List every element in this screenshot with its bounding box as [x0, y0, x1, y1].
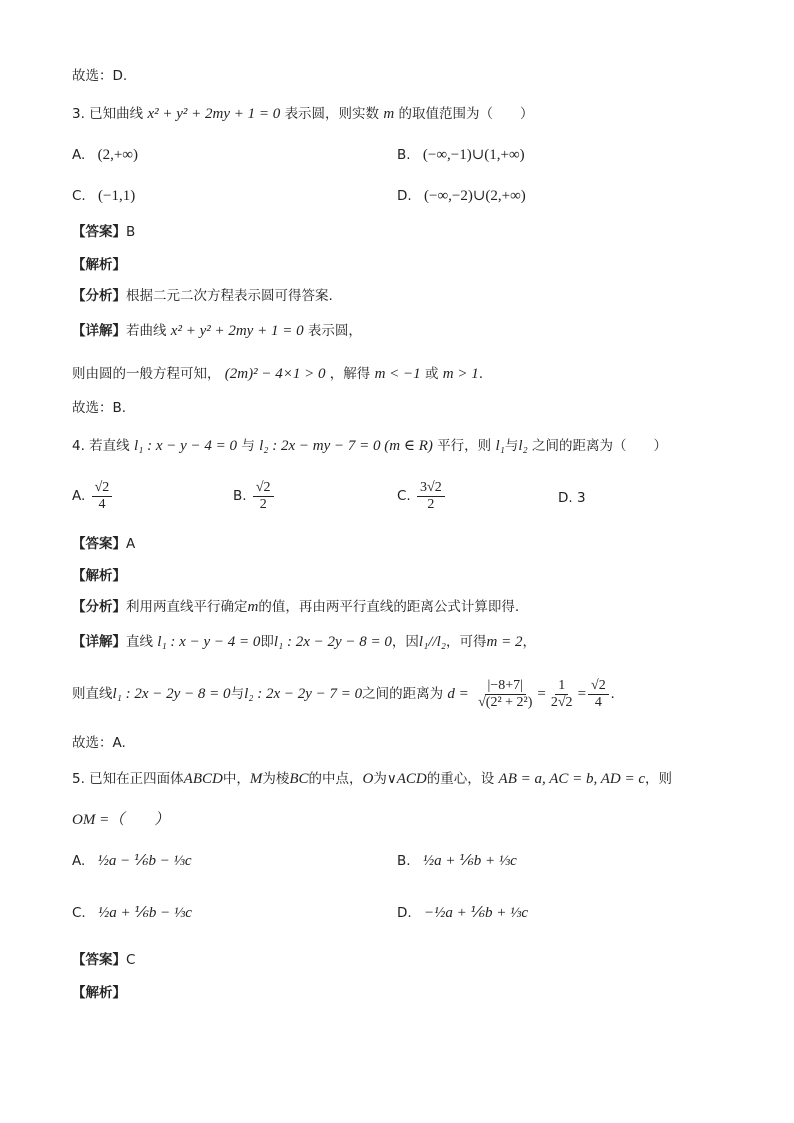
q3-option-b-label: B. [397, 147, 411, 163]
q3-option-a: (2,+∞) [97, 147, 138, 163]
q4-end: 之间的距离为（ ） [532, 438, 668, 454]
q4-distance-frac1 [475, 678, 535, 711]
q3-options-row2 [72, 186, 135, 206]
q4-xiangjie-tag: 【详解】 [72, 634, 126, 650]
q5-option-b-label: B. [397, 853, 411, 869]
q4-option-c-num: 3√2 [417, 480, 445, 497]
q3-xiangjie-equation: x² + y² + 2my + 1 = 0 [170, 323, 304, 339]
q4-xiangjie-b: 即 [260, 634, 274, 650]
q5-m: M [249, 771, 263, 787]
q4-distance-c: 之间的距离为 [362, 686, 444, 702]
q3-fenxi-text: 根据二元二次方程表示圆可得答案. [126, 288, 333, 304]
q4-answer-value: A [126, 536, 136, 552]
q4-option-d: D. 3 [558, 490, 586, 506]
q4-analysis-tag: 【解析】 [72, 568, 126, 584]
q5-o: O [362, 771, 374, 787]
q5-abcd: ABCD [183, 771, 223, 787]
q4-line1: l₁ : x − y − 4 = 0 [133, 438, 238, 454]
q3-derivation-e: m > 1 [442, 366, 479, 382]
q4-xiangjie-e: ， [522, 634, 536, 650]
q4-option-a-num: √2 [92, 480, 113, 497]
q4-xiangjie-c: ，因 [391, 634, 419, 650]
q5-answer-tag: 【答案】 [72, 952, 126, 968]
q4-xiangjie [72, 632, 536, 652]
q5-a: 5. 已知在正四面体 [72, 771, 184, 787]
q4-option-c-label: C. [397, 488, 411, 504]
q5-answer [72, 950, 135, 970]
q3-option-a-label: A. [72, 147, 86, 163]
q4-frac1-den: √(2² + 2²) [478, 695, 533, 710]
q4-l1-sym: l₁ [495, 438, 505, 454]
q3-answer-value: B [126, 224, 136, 240]
q4-xiangjie-m: m = 2 [486, 634, 523, 650]
q3-xiangjie-tag: 【详解】 [72, 323, 126, 339]
q3-fenxi [72, 286, 333, 306]
q4-tail: 平行，则 [437, 438, 492, 454]
q5-option-c-label: C. [72, 905, 86, 921]
q4-distance-l2: l₂ : 2x − 2y − 7 = 0 [244, 686, 363, 702]
q3-option-c: (−1,1) [98, 188, 136, 204]
q4-distance: 则直线l₁ : 2x − 2y − 8 = 0与l₂ : 2x − 2y − 7 = 0之间的距离为 d = $\frac{|-8+7|}{\text{√(2² + 2²)}}$ = $\frac{1}{2√2}$ = $\frac{√2}{4}$ . [72, 678, 615, 710]
q4-option-b-den: 2 [259, 497, 267, 512]
q3-xiangjie [72, 321, 362, 341]
q3-option-c-label: C. [72, 188, 86, 204]
q4-option-b-num: √2 [253, 480, 274, 497]
conclusion-prev: 故选：D. [72, 68, 128, 84]
q3-end: 的取值范围为（ ） [398, 106, 534, 122]
q3-option-b: (−∞,−1)∪(1,+∞) [422, 147, 525, 163]
q5-option-b-row [397, 851, 517, 871]
q3-derivation-inequality: (2m)² − 4×1 > 0 [224, 366, 326, 382]
q4-distance-frac2 [548, 678, 576, 711]
q3-conclusion: 故选：B. [72, 400, 127, 416]
q4-frac3-den: 4 [594, 695, 602, 710]
q4-fenxi-tag: 【分析】 [72, 599, 126, 615]
q3-option-b-row [397, 145, 525, 165]
q3-var: m [383, 106, 395, 122]
q4-l2-sym: l₂ [518, 438, 528, 454]
q5-option-c: ½a + ⅙b − ⅓c [98, 905, 192, 921]
q5-d: 的中点， [308, 771, 363, 787]
q4-option-a-den: 4 [98, 497, 106, 512]
q4-conclusion: 故选：A. [72, 735, 126, 751]
q5-option-d-row [397, 903, 528, 923]
q5-option-b: ½a + ⅙b + ⅓c [422, 853, 517, 869]
q4-option-b-fraction [253, 480, 274, 513]
q4-option-a-row [72, 480, 114, 513]
q4-frac3-num: √2 [588, 678, 609, 695]
q3-text: 表示圆，则实数 [284, 106, 380, 122]
q5-option-a-row [72, 851, 192, 871]
q4-xiangjie-a: 直线 [126, 634, 153, 650]
q5-e: 为∨ [373, 771, 397, 787]
q4-frac2-num: 1 [555, 678, 568, 695]
q4-distance-l1: l₁ : 2x − 2y − 8 = 0 [112, 686, 231, 702]
q5-bc: BC [289, 771, 309, 787]
q4-option-c-row [397, 480, 447, 513]
q3-number: 3. 已知曲线 [72, 106, 144, 122]
q3-option-d-row [397, 186, 526, 206]
q5-line2 [72, 810, 169, 830]
q4-fenxi-text-b: 的值，再由两平行直线的距离公式计算即得. [258, 599, 520, 615]
q3-derivation-c: m < −1 [374, 366, 421, 382]
q4-line2: l₂ : 2x − my − 7 = 0 (m ∈ R) [259, 438, 433, 454]
question-4 [72, 436, 667, 456]
question-3 [72, 104, 534, 124]
q4-fenxi-text-a: 利用两直线平行确定 [126, 599, 248, 615]
q4-yu: 与 [504, 438, 519, 454]
q3-derivation [72, 364, 483, 384]
q3-xiangjie-text-a: 若曲线 [126, 323, 167, 339]
q5-acd: ACD [396, 771, 427, 787]
q3-fenxi-tag: 【分析】 [72, 288, 126, 304]
q3-xiangjie-text-b: 表示圆， [307, 323, 362, 339]
q5-option-d: −½a + ⅙b + ⅓c [423, 905, 529, 921]
q5-option-a-label: A. [72, 853, 86, 869]
q4-frac1-num: |−8+7| [485, 678, 526, 695]
q3-option-d-label: D. [397, 188, 412, 204]
q4-distance-d: d = [447, 686, 469, 702]
q3-derivation-a: 则由圆的一般方程可知， [72, 366, 221, 382]
q5-om: OM =（ ） [72, 812, 170, 828]
q4-option-c-den: 2 [427, 497, 435, 512]
question-5 [72, 769, 672, 789]
q3-option-d: (−∞,−2)∪(2,+∞) [423, 188, 526, 204]
q5-answer-value: C [126, 952, 136, 968]
q4-answer-tag: 【答案】 [72, 536, 126, 552]
q4-xiangjie-d: ，可得 [446, 634, 487, 650]
q4-number: 4. 若直线 [72, 438, 130, 454]
q3-options-row1 [72, 145, 138, 165]
q4-option-b-row [233, 480, 276, 513]
q4-option-a-fraction [92, 480, 113, 513]
q4-xiangjie-l1: l₁ : x − y − 4 = 0 [157, 634, 261, 650]
q4-option-a-label: A. [72, 488, 86, 504]
q4-distance-a: 则直线 [72, 686, 113, 702]
q5-g: ，则 [645, 771, 673, 787]
q5-option-d-label: D. [397, 905, 412, 921]
q3-equation: x² + y² + 2my + 1 = 0 [147, 106, 281, 122]
q4-option-c-fraction [417, 480, 445, 513]
q4-mid: 与 [241, 438, 255, 454]
q5-f: 的重心，设 [426, 771, 495, 787]
q3-answer-tag: 【答案】 [72, 224, 126, 240]
q5-vectors: AB = a, AC = b, AD = c [498, 771, 646, 787]
q3-analysis-tag: 【解析】 [72, 257, 126, 273]
q5-analysis-tag: 【解析】 [72, 985, 126, 1001]
q4-answer [72, 534, 135, 554]
q5-option-a: ½a − ⅙b − ⅓c [97, 853, 192, 869]
q4-option-b-label: B. [233, 488, 247, 504]
q5-b: 中， [222, 771, 250, 787]
q4-xiangjie-l1b: l₁ : 2x − 2y − 8 = 0 [273, 634, 392, 650]
q3-answer [72, 222, 135, 242]
q3-derivation-f: . [478, 366, 484, 382]
q4-frac2-den: 2√2 [550, 695, 573, 710]
q3-derivation-d: 或 [424, 366, 439, 382]
q5-c: 为棱 [262, 771, 290, 787]
q3-derivation-b: ，解得 [329, 366, 371, 382]
q5-option-c-row [72, 903, 192, 923]
q4-fenxi [72, 597, 519, 617]
q4-distance-b: 与 [230, 686, 245, 702]
q4-fenxi-var: m [247, 599, 259, 615]
q4-distance-frac3 [588, 678, 609, 711]
q4-xiangjie-parallel: l₁//l₂ [418, 634, 447, 650]
